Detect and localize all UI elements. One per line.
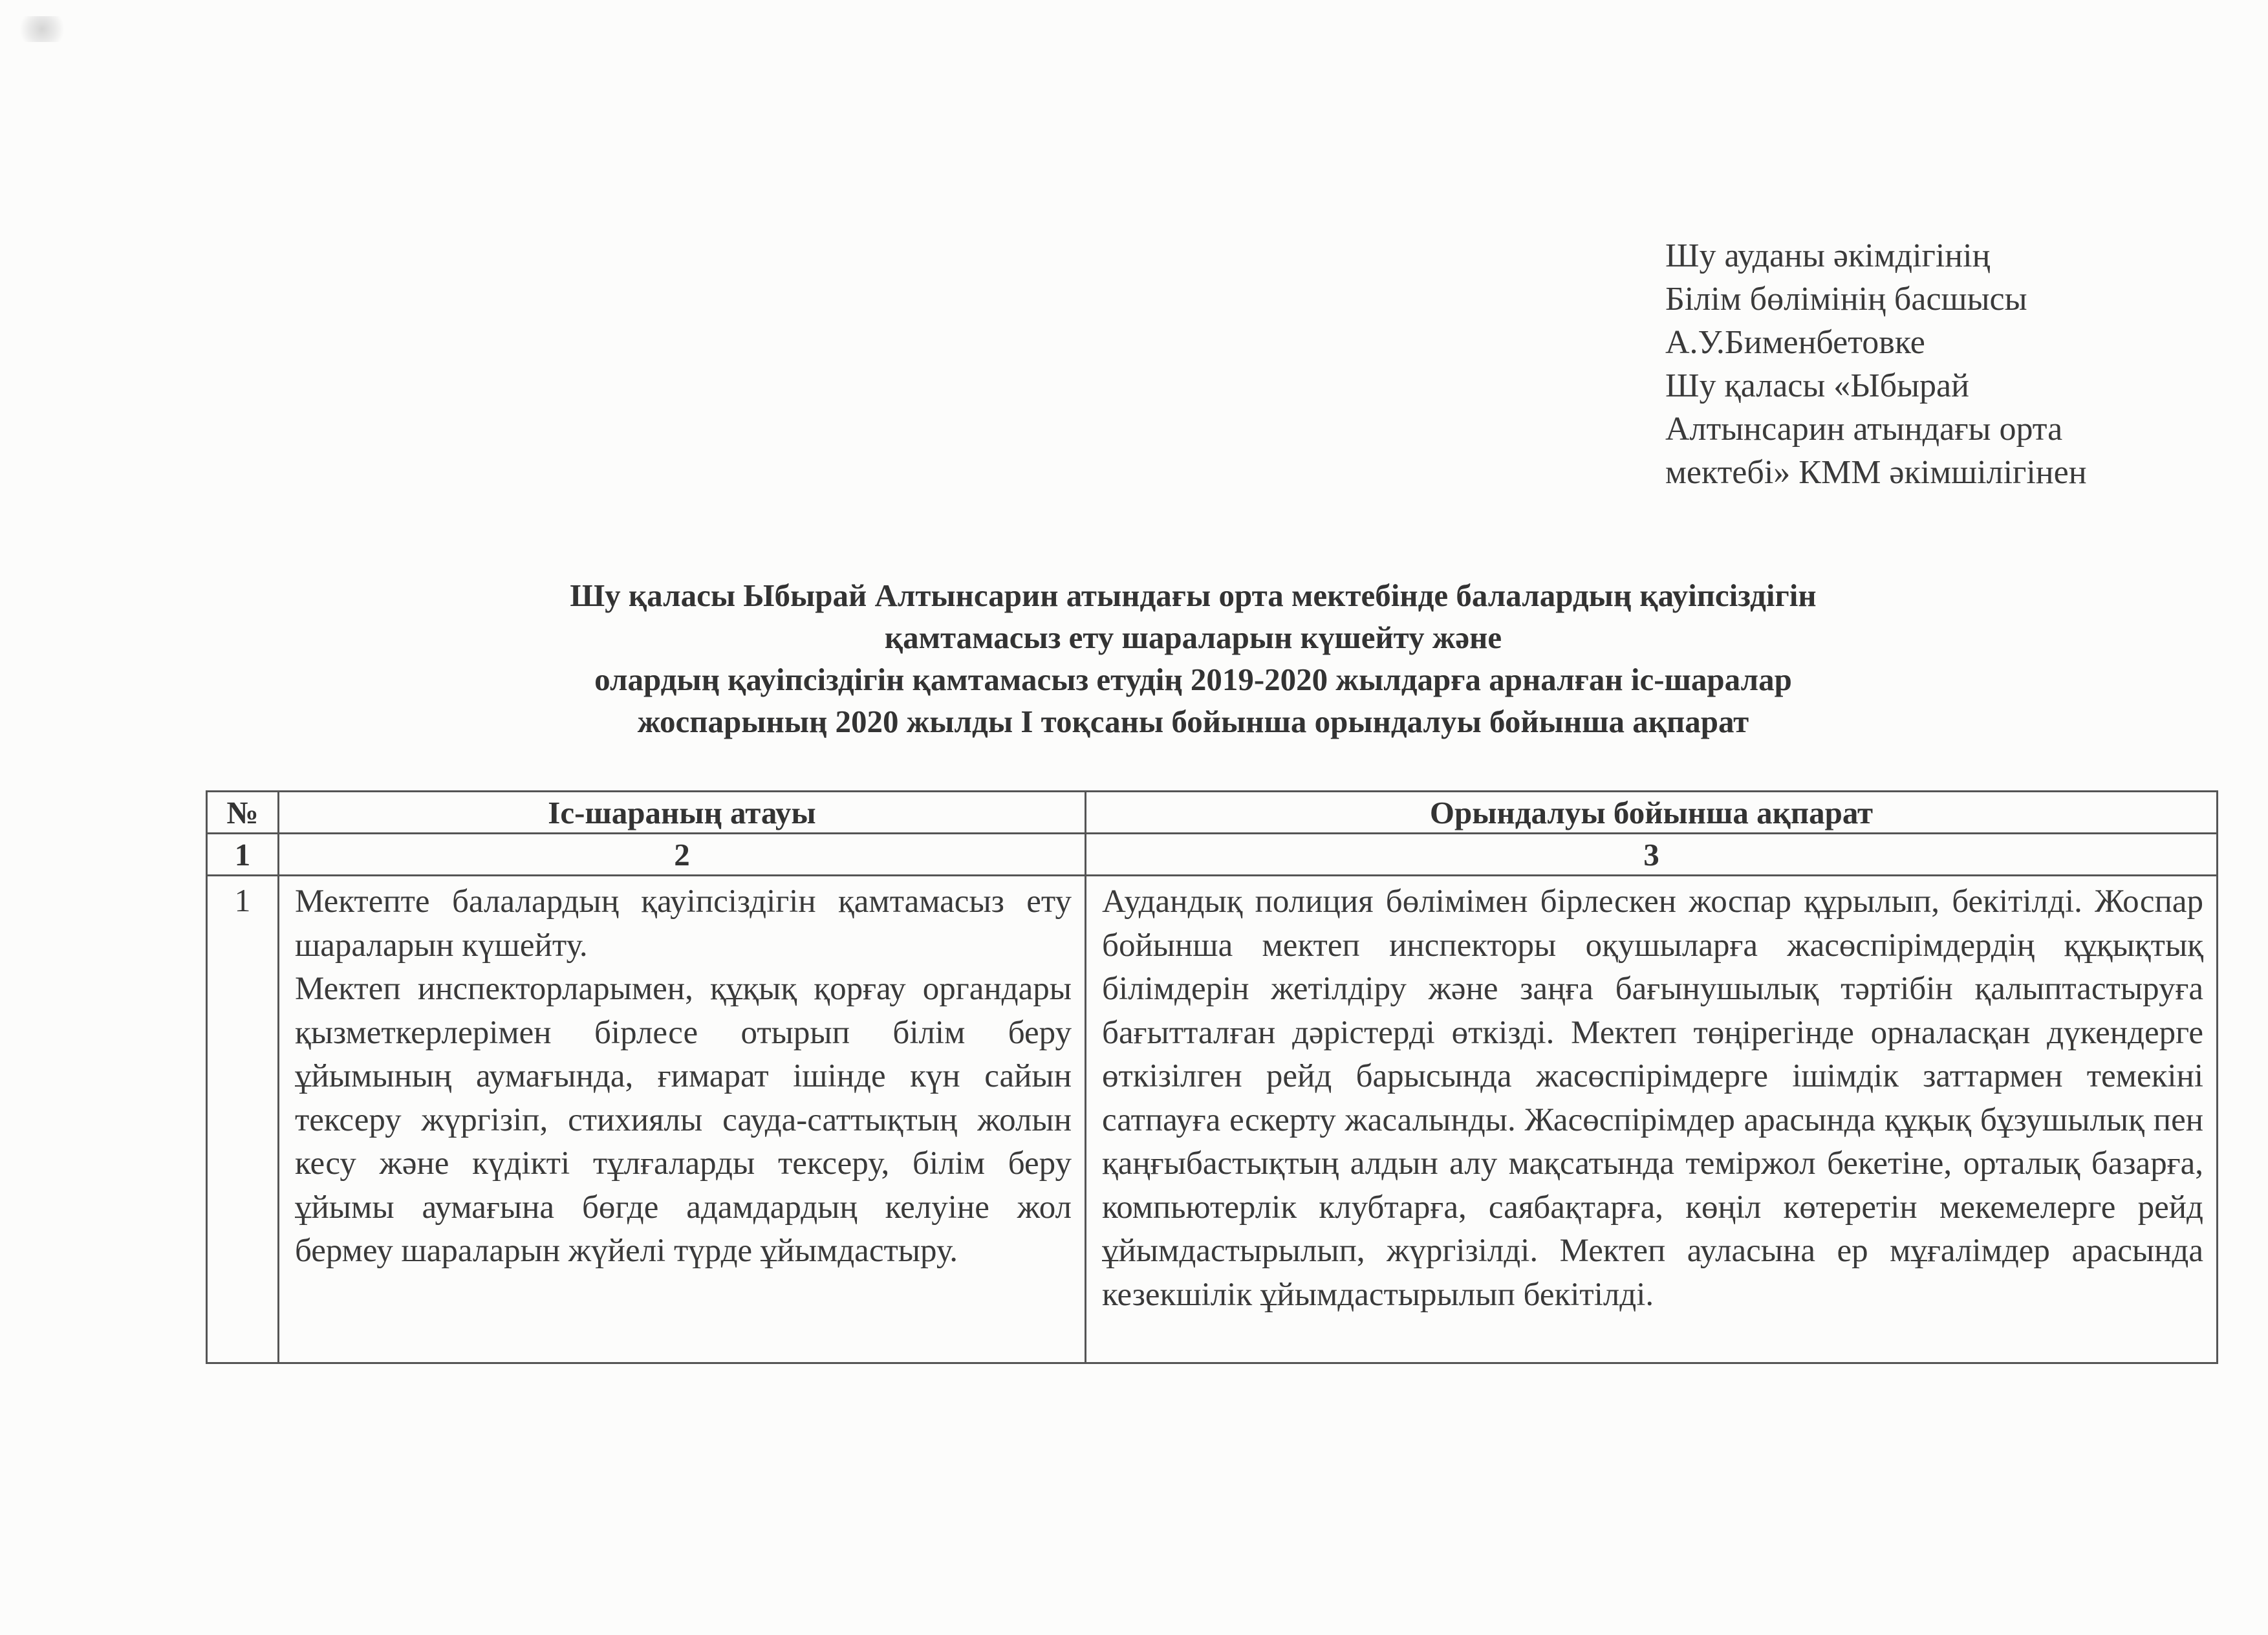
header-execution-info: Орындалуы бойынша ақпарат [1086, 792, 2218, 834]
column-number-row [207, 834, 2218, 876]
scan-smudge [13, 16, 71, 42]
report-table [206, 790, 2218, 1364]
info-cell [1086, 876, 2218, 1363]
event-cell [279, 876, 1086, 1363]
event-detail: Мектеп инспекторларымен, құқық қорғау органдары қызметкерлерімен бірлесе отырып білім беру ұйымының аумағында, ғимарат ішінде күн сайын тексеру жүргізіп, стихиялы сауда-саттықтың жолын кесу және күдікті тұлғаларды тексеру, білім беру ұйымы аумағына бөгде адамдардың келуіне жол бермеу шараларын жүйелі түрде ұйымдастыру. [295, 971, 1072, 1269]
addressee-line: Шу ауданы әкімдігінің [1665, 237, 1991, 274]
table-row [207, 876, 2218, 1363]
event-title: Мектепте балалардың қауіпсіздігін қамтамасыз ету шараларын күшейту. [295, 883, 1072, 964]
column-number: 3 [1086, 834, 2218, 876]
document-title [323, 574, 2063, 742]
addressee-line: Шу қаласы «Ыбырай [1665, 367, 1969, 404]
column-number: 1 [207, 834, 279, 876]
addressee-line: А.У.Бименбетовке [1665, 324, 1925, 361]
header-number: № [207, 792, 279, 834]
column-number: 2 [279, 834, 1086, 876]
execution-info: Аудандық полиция бөлімімен бірлескен жоспар құрылып, бекітілді. Жоспар бойынша мектеп инспекторы оқушыларға жасөспірімдердің құқықтық білімдерін жетілдіру және заңға бағынушылық тәртібін қалыптастыруға бағытталған дәрістерді өткізді. Мектеп төңірегінде орналасқан дүкендерге өткізілген рейд барысында жасөспірімдерге ішімдік заттармен темекіні сатпауға ескерту жасалынды. Жасөспірімдер арасында құқық бұзушылық пен қаңғыбастықтың алдын алу мақсатында теміржол бекетіне, орталық базарға, компьютерлік клубтарға, саябақтарға, көңіл көтеретін мекемелерге рейд ұйымдастырылып, жүргізілді. Мектеп ауласына ер мұғалімдер арасында кезекшілік ұйымдастырылып бекітілді. [1102, 883, 2203, 1313]
header-row [207, 792, 2218, 834]
addressee-line: Алтынсарин атындағы орта [1665, 411, 2063, 448]
title-line: Шу қаласы Ыбырай Алтынсарин атындағы орта мектебінде балалардың қауіпсіздігін [570, 578, 1817, 613]
title-line: жоспарының 2020 жылды І тоқсаны бойынша орындалуы бойынша ақпарат [637, 704, 1749, 739]
addressee-line: Білім бөлімінің басшысы [1665, 281, 2027, 318]
title-line: олардың қауіпсіздігін қамтамасыз етудің 2019-2020 жылдарға арналған іс-шаралар [594, 662, 1792, 697]
header-event-name: Іс-шараның атауы [279, 792, 1086, 834]
row-number: 1 [207, 876, 279, 1363]
addressee-line: мектебі» КММ әкімшілігінен [1665, 454, 2087, 491]
title-line: қамтамасыз ету шараларын күшейту және [884, 620, 1502, 655]
addressee-block [1665, 234, 2087, 494]
